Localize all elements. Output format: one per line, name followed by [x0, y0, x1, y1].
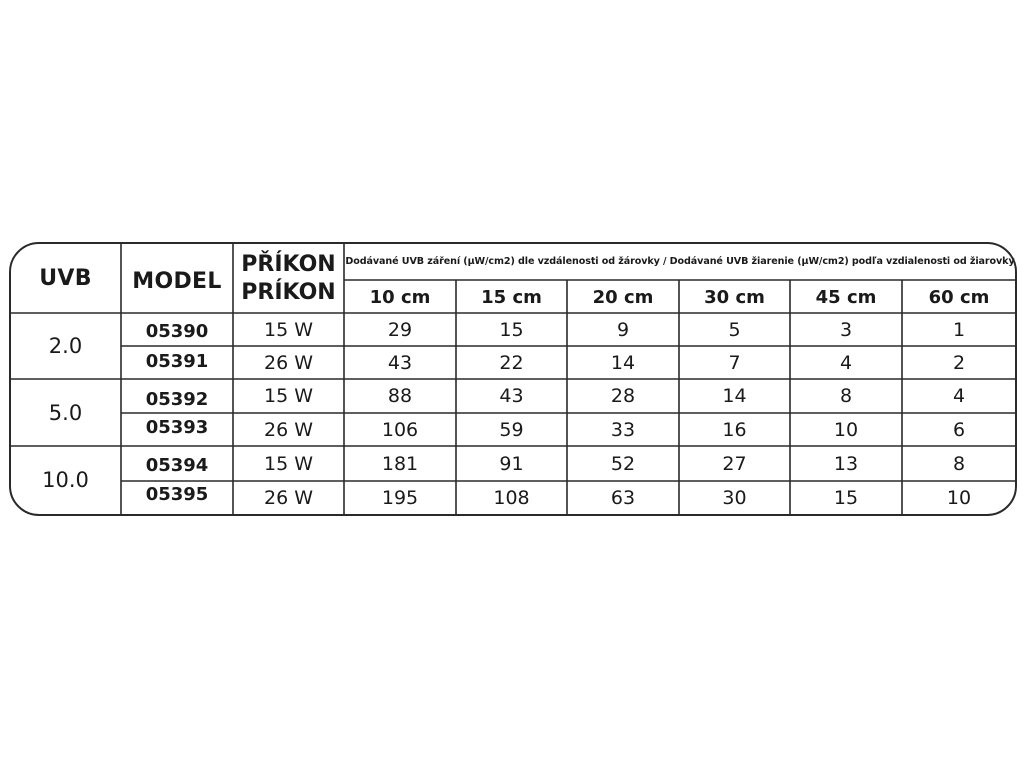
irradiance-value: 28	[610, 385, 636, 407]
uvb-column-header: UVB	[39, 265, 92, 291]
power-value: 26 W	[263, 418, 313, 441]
model-code: 05391	[145, 350, 209, 372]
power-header-sk: PRÍKON	[241, 280, 336, 305]
irradiance-value: 3	[839, 318, 853, 341]
irradiance-value: 43	[499, 385, 524, 407]
irradiance-value: 6	[952, 418, 966, 441]
irradiance-value: 195	[381, 486, 419, 509]
irradiance-value: 14	[610, 351, 636, 374]
model-code: 05394	[145, 454, 209, 476]
irradiance-value: 13	[833, 452, 859, 475]
model-code: 05395	[145, 483, 209, 505]
distance-header: 60 cm	[928, 286, 990, 308]
model-code: 05392	[145, 388, 209, 410]
irradiance-value: 181	[381, 452, 419, 475]
irradiance-value: 9	[616, 318, 630, 341]
irradiance-value: 15	[499, 318, 524, 341]
distance-header: 15 cm	[481, 286, 542, 308]
irradiance-value: 14	[722, 385, 747, 407]
irradiance-value: 59	[499, 418, 524, 441]
irradiance-value: 108	[493, 486, 530, 509]
distance-header: 10 cm	[369, 286, 431, 308]
power-value: 15 W	[263, 452, 313, 475]
distance-header: 20 cm	[592, 286, 654, 308]
irradiance-value: 91	[499, 452, 524, 475]
irradiance-value: 30	[722, 486, 747, 509]
irradiance-value: 16	[722, 418, 747, 441]
irradiance-value: 27	[722, 452, 747, 475]
irradiance-value: 7	[728, 351, 741, 374]
power-header-cs: PŘÍKON	[241, 252, 336, 277]
model-code: 05390	[145, 320, 209, 342]
irradiance-value: 43	[387, 351, 413, 374]
power-column-header	[233, 249, 344, 309]
model-column-header: MODEL	[132, 268, 222, 294]
irradiance-value: 88	[387, 385, 413, 407]
irradiance-value: 2	[952, 351, 966, 374]
irradiance-value: 15	[833, 486, 859, 509]
irradiance-value: 52	[610, 452, 636, 475]
irradiance-value: 29	[387, 318, 413, 341]
power-value: 26 W	[263, 486, 313, 509]
irradiance-value: 4	[839, 351, 853, 374]
power-value: 15 W	[263, 385, 313, 407]
irradiance-value: 4	[952, 385, 966, 407]
irradiance-value: 63	[610, 486, 636, 509]
irradiance-caption: Dodávané UVB záření (µW/cm2) dle vzdálenosti od žárovky / Dodávané UVB žiarenie (µW/cm2) podľa vzdialenosti od žiarovky	[345, 255, 1015, 267]
uvb-group-value: 5.0	[48, 400, 83, 425]
model-code: 05393	[145, 416, 209, 438]
irradiance-value: 8	[839, 385, 853, 407]
irradiance-value: 22	[499, 351, 524, 374]
irradiance-value: 5	[728, 318, 741, 341]
irradiance-value: 1	[952, 318, 966, 341]
irradiance-value: 106	[381, 418, 419, 441]
distance-header: 45 cm	[815, 286, 877, 308]
uvb-group-value: 2.0	[48, 334, 83, 358]
irradiance-value: 8	[952, 452, 966, 475]
irradiance-value: 10	[946, 486, 972, 509]
irradiance-value: 33	[610, 418, 636, 441]
power-value: 15 W	[263, 318, 313, 341]
irradiance-value: 10	[833, 418, 859, 441]
distance-header: 30 cm	[704, 286, 765, 308]
power-value: 26 W	[263, 351, 313, 374]
uvb-group-value: 10.0	[42, 468, 89, 492]
